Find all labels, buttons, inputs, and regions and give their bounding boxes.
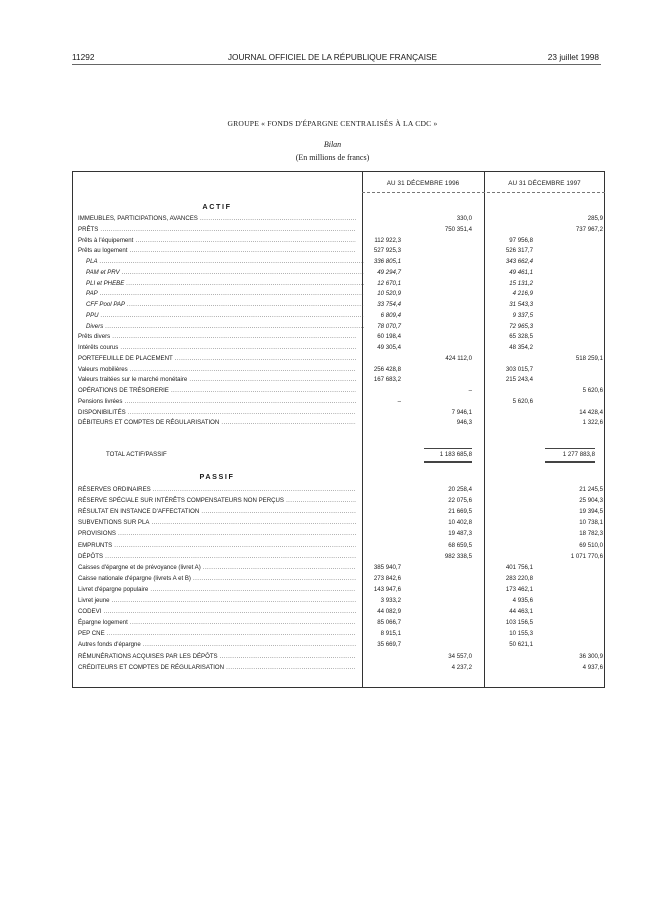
total-value-1996: 20 258,4 (448, 486, 472, 493)
detail-1996: 12 670,1 (377, 279, 401, 287)
total-1997: 1 277 883,8 (562, 451, 595, 458)
table-row (0, 607, 665, 617)
total-value-1997: 518 259,1 (575, 354, 603, 362)
table-row (0, 322, 665, 332)
row-label: DISPONIBILITÉS ..... (78, 408, 356, 418)
table-row (0, 663, 665, 673)
total-value-1997: 737 967,2 (575, 225, 603, 233)
column-header-1996: AU 31 DÉCEMBRE 1996 (386, 180, 460, 187)
table-row (0, 563, 665, 573)
table-row (0, 246, 665, 256)
row-label: RÉSERVES ORDINAIRES ..... (78, 485, 356, 495)
detail-1997: 173 462,1 (505, 585, 533, 593)
detail-1997: 48 354,2 (509, 344, 533, 351)
table-row (0, 408, 665, 418)
detail-1996: 256 428,8 (373, 365, 401, 373)
table-row (0, 529, 665, 539)
row-label: PROVISIONS ..... (78, 529, 356, 539)
row-label: Livret d'épargne populaire ..... (78, 585, 356, 595)
section-actif-heading: ACTIF (202, 202, 232, 211)
detail-1996: 273 842,6 (373, 574, 401, 582)
table-row (0, 365, 665, 375)
detail-1997: 31 543,3 (509, 301, 533, 308)
table-row (0, 518, 665, 528)
journal-title: JOURNAL OFFICIEL DE LA RÉPUBLIQUE FRANÇAISE (227, 52, 438, 62)
row-label: RÉMUNÉRATIONS ACQUISES PAR LES DÉPÔTS ..... (78, 652, 356, 662)
row-label: Pensions livrées ..... (78, 397, 356, 407)
row-label: RÉSERVE SPÉCIALE SUR INTÉRÊTS COMPENSATEURS NON PERÇUS ..... (78, 496, 356, 506)
total-rule-1996 (424, 448, 472, 449)
table-row (0, 541, 665, 551)
detail-1996: 10 520,9 (377, 290, 401, 298)
table-row (0, 485, 665, 495)
table-row (0, 585, 665, 595)
total-value-1996: – (468, 387, 472, 394)
detail-1996: 60 198,4 (377, 333, 401, 341)
table-row (0, 552, 665, 562)
table-row (0, 311, 665, 321)
table-title: GROUPE « FONDS D'ÉPARGNE CENTRALISÉS À LA CDC » (227, 119, 438, 128)
table-row (0, 236, 665, 246)
row-label: RÉSULTAT EN INSTANCE D'AFFECTATION ..... (78, 507, 356, 517)
row-label: Livret jeune ..... (78, 596, 356, 606)
table-row (0, 289, 665, 299)
table-row (0, 279, 665, 289)
detail-1997: 343 662,4 (505, 258, 533, 265)
table-row (0, 397, 665, 407)
total-label: TOTAL ACTIF/PASSIF (106, 451, 167, 458)
row-label: Divers ..... (86, 322, 364, 332)
total-value-1997: 14 428,4 (579, 408, 603, 416)
row-label: PLA ..... (86, 257, 364, 267)
detail-1996: 44 082,9 (377, 608, 401, 616)
total-value-1997: 19 394,5 (579, 508, 603, 516)
section-passif-heading: PASSIF (199, 472, 235, 481)
total-double-rule-1996 (424, 461, 472, 463)
detail-1997: 50 621,1 (509, 641, 533, 649)
total-value-1996: 10 402,8 (448, 519, 472, 527)
row-label: PRÊTS ..... (78, 225, 356, 235)
detail-1997: 65 328,5 (509, 333, 533, 341)
table-row (0, 214, 665, 224)
detail-1996: 8 915,1 (380, 630, 401, 638)
detail-1996: 143 947,6 (373, 585, 401, 593)
table-row (0, 496, 665, 506)
detail-1997: 5 620,6 (512, 397, 533, 405)
table-row (0, 652, 665, 662)
page-number: 11292 (72, 52, 95, 62)
row-label: PORTEFEUILLE DE PLACEMENT ..... (78, 354, 356, 364)
row-label: Prêts à l'équipement ..... (78, 236, 356, 246)
detail-1996: 527 925,3 (373, 247, 401, 255)
table-row (0, 418, 665, 428)
total-value-1997: 10 738,1 (579, 519, 603, 527)
table-row (0, 332, 665, 342)
row-label: OPÉRATIONS DE TRÉSORERIE ..... (78, 386, 356, 396)
total-value-1997: 69 510,0 (579, 541, 603, 549)
detail-1997: 72 965,3 (509, 322, 533, 330)
detail-1997: 283 220,8 (505, 574, 533, 582)
detail-1997: 15 131,2 (509, 279, 533, 287)
total-value-1996: 21 669,5 (448, 508, 472, 516)
header-rule (72, 64, 601, 65)
detail-1997: 49 461,1 (509, 268, 533, 276)
row-label: Valeurs traitées sur le marché monétaire ..... (78, 375, 356, 385)
table-row (0, 343, 665, 353)
row-label: DÉBITEURS ET COMPTES DE RÉGULARISATION ..... (78, 418, 356, 428)
row-label: PAM et PRV ..... (86, 268, 364, 278)
detail-1996: 85 066,7 (377, 619, 401, 627)
detail-1996: 385 940,7 (373, 563, 401, 571)
detail-1997: 303 015,7 (505, 365, 533, 373)
total-value-1997: 1 322,6 (582, 419, 603, 427)
total-value-1996: 982 338,5 (444, 552, 472, 560)
total-value-1997: 36 300,9 (579, 652, 603, 660)
row-label: CFF Pool PAP ..... (86, 300, 364, 310)
detail-1996: 336 805,1 (373, 258, 401, 265)
row-label: Prêts au logement ..... (78, 246, 356, 256)
detail-1997: 401 756,1 (505, 563, 533, 571)
row-label: IMMEUBLES, PARTICIPATIONS, AVANCES ..... (78, 214, 356, 224)
row-label: SUBVENTIONS SUR PLA ..... (78, 518, 356, 528)
table-row (0, 386, 665, 396)
detail-1997: 44 463,1 (509, 608, 533, 616)
total-double-rule-1997 (545, 461, 595, 463)
row-label: Caisses d'épargne et de prévoyance (livret A) ..... (78, 563, 356, 573)
table-row (0, 629, 665, 639)
table-row (0, 225, 665, 235)
total-1996: 1 183 685,8 (439, 451, 472, 458)
detail-1997: 4 216,9 (512, 290, 533, 298)
total-value-1997: 18 782,3 (579, 530, 603, 538)
detail-1996: – (397, 397, 401, 405)
total-value-1996: 330,0 (456, 215, 472, 222)
row-label: PEP CNE ..... (78, 629, 356, 639)
table-row (0, 640, 665, 650)
total-value-1996: 946,3 (456, 419, 472, 427)
table-row (0, 375, 665, 385)
total-value-1997: 4 937,6 (582, 663, 603, 671)
detail-1996: 112 922,3 (374, 236, 401, 244)
total-value-1996: 750 351,4 (444, 225, 472, 233)
total-value-1996: 4 237,2 (451, 663, 472, 671)
row-label: Caisse nationale d'épargne (livrets A et B) ..... (78, 574, 356, 584)
table-row (0, 574, 665, 584)
detail-1997: 103 156,5 (505, 619, 533, 627)
detail-1996: 167 683,2 (373, 376, 401, 384)
table-row (0, 618, 665, 628)
table-unit: (En millions de francs) (295, 153, 370, 162)
detail-1997: 526 317,7 (505, 247, 533, 255)
row-label: PLI et PHEBE ..... (86, 279, 364, 289)
total-rule-1997 (545, 448, 595, 449)
table-row (0, 596, 665, 606)
row-label: EMPRUNTS ..... (78, 541, 356, 551)
total-value-1997: 1 071 770,6 (570, 552, 603, 560)
detail-1997: 9 337,5 (512, 311, 533, 319)
row-label: Épargne logement ..... (78, 618, 356, 628)
row-label: Intérêts courus ..... (78, 343, 356, 353)
row-label: CRÉDITEURS ET COMPTES DE RÉGULARISATION ..... (78, 663, 356, 673)
detail-1997: 4 935,6 (512, 597, 533, 604)
total-value-1997: 25 904,3 (579, 497, 603, 505)
total-value-1996: 7 946,1 (451, 408, 472, 416)
row-label: PAP ..... (86, 289, 364, 299)
table-row (0, 507, 665, 517)
row-label: DÉPÔTS ..... (78, 552, 356, 562)
detail-1996: 49 294,7 (377, 268, 401, 276)
table-row (0, 257, 665, 267)
table-row (0, 354, 665, 364)
total-value-1996: 424 112,0 (445, 354, 472, 362)
total-value-1997: 285,9 (587, 215, 603, 222)
row-label: CODEVI ..... (78, 607, 356, 617)
detail-1996: 6 809,4 (380, 311, 401, 319)
publication-date: 23 juillet 1998 (547, 52, 599, 62)
detail-1996: 3 933,2 (380, 597, 401, 604)
table-row (0, 300, 665, 310)
row-label: Autres fonds d'épargne ..... (78, 640, 356, 650)
total-value-1996: 68 659,5 (448, 541, 472, 549)
total-value-1996: 22 075,6 (448, 497, 472, 505)
total-value-1997: 21 245,5 (579, 486, 603, 493)
detail-1996: 49 305,4 (377, 344, 401, 351)
detail-1997: 215 243,4 (505, 376, 533, 384)
detail-1996: 33 754,4 (377, 301, 401, 308)
total-value-1996: 34 557,0 (448, 652, 472, 660)
row-label: Valeurs mobilières ..... (78, 365, 356, 375)
detail-1996: 78 070,7 (377, 322, 401, 330)
total-value-1997: 5 620,6 (582, 387, 603, 394)
table-subtitle: Bilan (323, 140, 342, 149)
detail-1996: 35 669,7 (377, 641, 401, 649)
detail-1997: 97 956,8 (509, 236, 533, 244)
detail-1997: 10 155,3 (509, 630, 533, 638)
row-label: PPU ..... (86, 311, 364, 321)
row-label: Prêts divers ..... (78, 332, 356, 342)
column-header-1997: AU 31 DÉCEMBRE 1997 (508, 180, 581, 187)
table-row (0, 268, 665, 278)
total-value-1996: 19 487,3 (448, 530, 472, 538)
header-separator (362, 192, 605, 193)
